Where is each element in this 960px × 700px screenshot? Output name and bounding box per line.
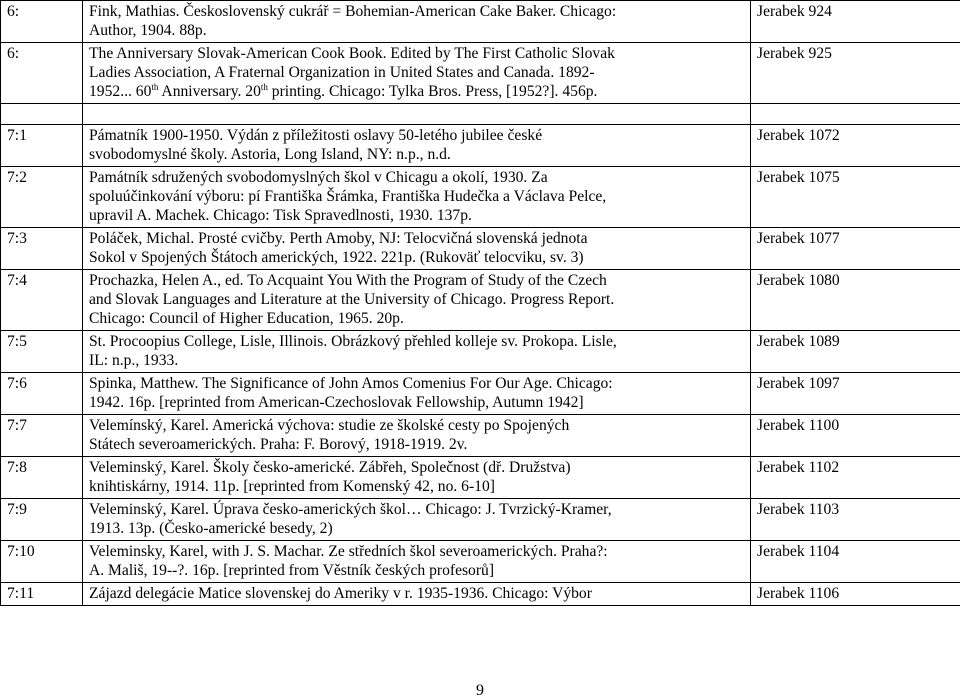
entry-reference: Jerabek 1103	[751, 499, 960, 541]
entry-reference: Jerabek 1100	[751, 415, 960, 457]
entry-line: Author, 1904. 88p.	[89, 22, 207, 39]
entry-line: The Anniversary Slovak-American Cook Book. Edited by The First Catholic Slovak	[89, 45, 615, 62]
entry-line: Veleminský, Karel. Školy česko-americké. Zábřeh, Společnost (dř. Družstva)	[89, 459, 571, 476]
entry-text	[83, 373, 751, 415]
entry-line: svobodomyslné školy. Astoria, Long Island, NY: n.p., n.d.	[89, 146, 451, 163]
table-row	[1, 125, 960, 167]
entry-reference: Jerabek 1080	[751, 270, 960, 331]
table-row	[1, 415, 960, 457]
table-row	[1, 331, 960, 373]
page-number: 9	[476, 682, 484, 699]
gap-cell	[1, 104, 83, 125]
entry-line: Ladies Association, A Fraternal Organization in United States and Canada. 1892-	[89, 64, 595, 81]
entry-line: Státech severoamerických. Praha: F. Borový, 1918-1919. 2v.	[89, 436, 468, 453]
entry-line: Veleminsky, Karel, with J. S. Machar. Ze středních škol severoamerických. Praha?:	[89, 543, 608, 560]
entry-id: 7:4	[1, 270, 83, 331]
entry-text	[83, 457, 751, 499]
gap-cell	[751, 104, 960, 125]
entry-line: spoluúčinkování výboru: pí Františka Šrámka, Františka Hudečka a Václava Pelce,	[89, 188, 607, 205]
gap-cell	[83, 104, 751, 125]
table-row	[1, 1, 960, 43]
table-row	[1, 583, 960, 606]
entry-line	[89, 82, 744, 101]
entry-reference: Jerabek 1072	[751, 125, 960, 167]
entry-line: Chicago: Council of Higher Education, 1965. 20p.	[89, 310, 404, 327]
entry-line: Spinka, Matthew. The Significance of John Amos Comenius For Our Age. Chicago:	[89, 375, 613, 392]
entry-line: Fink, Mathias. Československý cukrář = Bohemian-American Cake Baker. Chicago:	[89, 3, 617, 20]
entry-id: 7:10	[1, 541, 83, 583]
entry-line: St. Procoopius College, Lisle, Illinois. Obrázkový přehled kolleje sv. Prokopa. Lisle,	[89, 333, 617, 350]
entry-id: 7:7	[1, 415, 83, 457]
ordinal-suffix: th	[151, 82, 159, 92]
entry-text	[83, 167, 751, 228]
entry-text	[83, 270, 751, 331]
entry-text	[83, 331, 751, 373]
table-row	[1, 270, 960, 331]
entry-reference: Jerabek 925	[751, 43, 960, 104]
entry-text	[83, 499, 751, 541]
entry-line: Poláček, Michal. Prosté cvičby. Perth Amoby, NJ: Telocvičná slovenská jednota	[89, 230, 588, 247]
table-row	[1, 228, 960, 270]
entry-line-part: 1952... 60	[89, 83, 152, 100]
section-gap-row	[1, 104, 960, 125]
entry-text	[83, 1, 751, 43]
entry-line: Prochazka, Helen A., ed. To Acquaint You With the Program of Study of the Czech	[89, 272, 607, 289]
entry-line: Památník sdružených svobodomyslných škol v Chicagu a okolí, 1930. Za	[89, 169, 548, 186]
entry-id: 7:6	[1, 373, 83, 415]
entry-text	[83, 583, 751, 606]
entry-line: Velemínský, Karel. Americká výchova: studie ze školské cesty po Spojených	[89, 417, 570, 434]
table-row	[1, 457, 960, 499]
table-row	[1, 373, 960, 415]
table-row	[1, 167, 960, 228]
entry-line-part: Anniversary. 20	[158, 83, 261, 100]
entry-id: 7:11	[1, 583, 83, 606]
entry-reference: Jerabek 924	[751, 1, 960, 43]
entry-text	[83, 228, 751, 270]
entry-line: 1913. 13p. (Česko-americké besedy, 2)	[89, 520, 333, 537]
entry-line: 1942. 16p. [reprinted from American-Czechoslovak Fellowship, Autumn 1942]	[89, 394, 584, 411]
entry-line: A. Mališ, 19--?. 16p. [reprinted from Věstník českých profesorů]	[89, 562, 495, 579]
table-row	[1, 541, 960, 583]
entry-reference: Jerabek 1102	[751, 457, 960, 499]
entry-line: upravil A. Machek. Chicago: Tisk Spravedlnosti, 1930. 137p.	[89, 207, 472, 224]
entry-line: and Slovak Languages and Literature at the University of Chicago. Progress Report.	[89, 291, 615, 308]
entry-line: Pámatník 1900-1950. Výdán z příležitosti oslavy 50-letého jubilee české	[89, 127, 543, 144]
ordinal-suffix: th	[260, 82, 268, 92]
entry-line: Sokol v Spojených Štátoch amerických, 1922. 221p. (Rukoväť telocviku, sv. 3)	[89, 249, 584, 266]
entry-text	[83, 43, 751, 104]
entry-reference: Jerabek 1077	[751, 228, 960, 270]
entry-id: 7:5	[1, 331, 83, 373]
table-row	[1, 43, 960, 104]
entry-id: 7:8	[1, 457, 83, 499]
entry-id: 7:9	[1, 499, 83, 541]
entry-id: 7:2	[1, 167, 83, 228]
bibliography-body	[1, 1, 960, 125]
group-7-body	[1, 125, 960, 606]
entry-reference: Jerabek 1106	[751, 583, 960, 606]
entry-reference: Jerabek 1104	[751, 541, 960, 583]
entry-line: knihtiskárny, 1914. 11p. [reprinted from Komenský 42, no. 6-10]	[89, 478, 495, 495]
entry-reference: Jerabek 1089	[751, 331, 960, 373]
entry-id: 7:1	[1, 125, 83, 167]
table-row	[1, 499, 960, 541]
entry-line: Veleminský, Karel. Úprava česko-amerických škol… Chicago: J. Tvrzický-Kramer,	[89, 501, 612, 518]
entry-line-part: printing. Chicago: Tylka Bros. Press, [1952?]. 456p.	[267, 83, 598, 100]
entry-id: 6:	[1, 43, 83, 104]
entry-text	[83, 541, 751, 583]
entry-id: 7:3	[1, 228, 83, 270]
entry-reference: Jerabek 1075	[751, 167, 960, 228]
entry-text	[83, 415, 751, 457]
entry-line: Zájazd delegácie Matice slovenskej do Ameriky v r. 1935-1936. Chicago: Výbor	[89, 585, 592, 602]
entry-reference: Jerabek 1097	[751, 373, 960, 415]
entry-id: 6:	[1, 1, 83, 43]
entry-text	[83, 125, 751, 167]
entry-line: IL: n.p., 1933.	[89, 352, 179, 369]
